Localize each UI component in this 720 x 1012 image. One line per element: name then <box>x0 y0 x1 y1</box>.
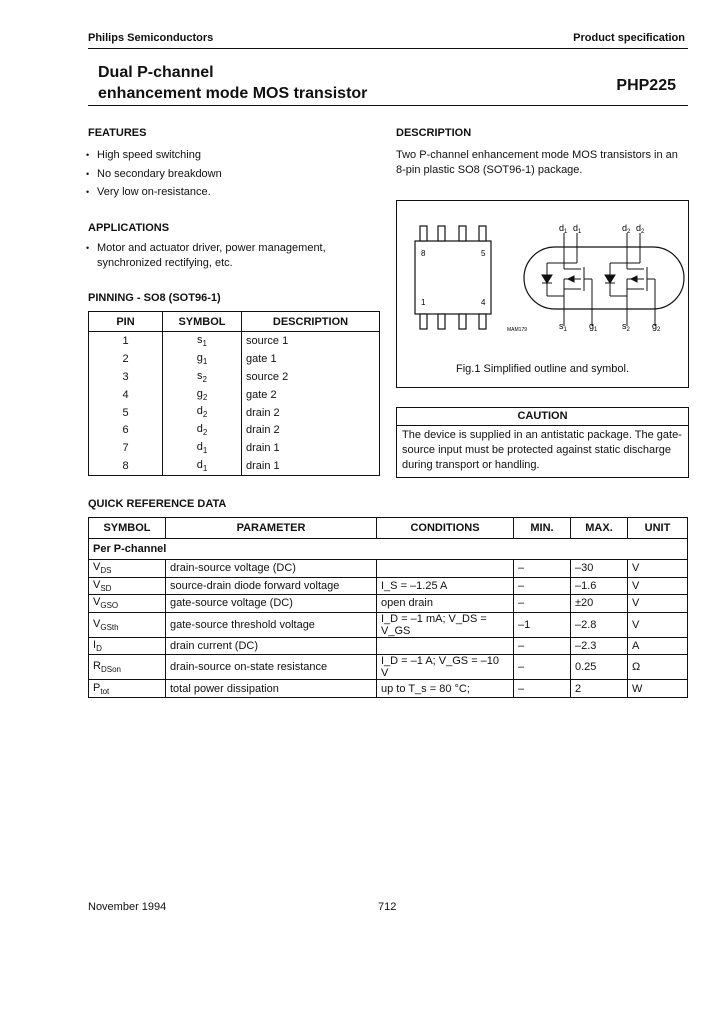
footer-date: November 1994 <box>88 901 167 913</box>
col-max: MAX. <box>571 518 628 539</box>
table-row: 6 $d_2$ drain 2 <box>89 421 380 439</box>
caution-heading: CAUTION <box>397 408 688 426</box>
label-d1a: $d_1$ <box>559 223 568 235</box>
table-row: $R_{DSon}$ drain-source on-state resistance I_D = –1 A; V_GS = –10 V – 0.25 Ω <box>89 655 688 680</box>
table-row: 1 $s_1$ source 1 <box>89 332 380 350</box>
doc-type: Product specification <box>573 32 685 44</box>
pkg-pin4-label: 4 <box>481 298 486 307</box>
part-number: PHP225 <box>616 77 676 94</box>
figure-code: MAM179 <box>507 327 528 333</box>
figure-box <box>396 200 689 388</box>
qrd-table <box>88 517 688 698</box>
page-title <box>98 62 367 104</box>
col-pin: PIN <box>89 312 163 332</box>
figure-caption: Fig.1 Simplified outline and symbol. <box>455 363 630 375</box>
title-line-2: enhancement mode MOS transistor <box>98 85 368 102</box>
pkg-pin5-label: 5 <box>481 249 486 258</box>
pinning-table <box>88 311 380 476</box>
col-conditions: CONDITIONS <box>377 518 514 539</box>
pkg-pin8-label: 8 <box>421 249 426 258</box>
table-row: 7 $d_1$ drain 1 <box>89 439 380 457</box>
table-row: $P_{tot}$ total power dissipation up to T_s = 80 °C; – 2 W <box>89 680 688 698</box>
label-d2b: $d_2$ <box>636 223 645 235</box>
description-text: Two P-channel enhancement mode MOS transistors in an 8-pin plastic SO8 (SOT96-1) package. <box>396 149 678 176</box>
header-rule <box>88 48 688 49</box>
label-g1: $g_1$ <box>589 321 598 333</box>
table-row: 2 $g_1$ gate 1 <box>89 350 380 368</box>
bottom-leads <box>420 314 486 329</box>
table-row: 3 $s_2$ source 2 <box>89 368 380 386</box>
table-row: $I_D$ drain current (DC) – –2.3 A <box>89 637 688 655</box>
label-s1: $s_1$ <box>559 321 567 333</box>
applications-list <box>86 241 356 271</box>
caution-box <box>396 407 689 478</box>
label-g2: $g_2$ <box>652 321 661 333</box>
col-description: DESCRIPTION <box>242 312 380 332</box>
company-name: Philips Semiconductors <box>88 32 214 44</box>
label-d1b: $d_1$ <box>573 223 582 235</box>
title-line-1: Dual P-channel <box>98 64 214 81</box>
page-number: 712 <box>378 901 397 913</box>
description-heading: DESCRIPTION <box>396 127 472 139</box>
features-list <box>86 146 386 202</box>
group-label: Per P-channel <box>89 539 688 560</box>
package-diagram <box>397 201 688 387</box>
list-item: • No secondary breakdown <box>86 165 386 184</box>
table-row: $V_{DS}$ drain-source voltage (DC) – –30 V <box>89 560 688 578</box>
table-row <box>89 539 688 560</box>
top-leads <box>420 226 486 241</box>
package-body <box>415 241 491 314</box>
title-rule <box>88 105 688 106</box>
pinning-heading: PINNING - SO8 (SOT96-1) <box>88 292 221 304</box>
table-row: 4 $g_2$ gate 2 <box>89 386 380 404</box>
col-unit: UNIT <box>628 518 688 539</box>
col-min: MIN. <box>514 518 571 539</box>
table-row: 5 $d_2$ drain 2 <box>89 404 380 422</box>
col-parameter: PARAMETER <box>166 518 377 539</box>
label-d2a: $d_2$ <box>622 223 631 235</box>
pkg-pin1-label: 1 <box>421 298 426 307</box>
list-item: • High speed switching <box>86 146 386 165</box>
col-symbol: SYMBOL <box>89 518 166 539</box>
list-item: • Very low on-resistance. <box>86 183 386 202</box>
list-item: • Motor and actuator driver, power management, synchronized rectifying, etc. <box>86 241 356 271</box>
label-s2: $s_2$ <box>622 321 630 333</box>
caution-text: The device is supplied in an antistatic package. The gate-source input must be protected against static discharge during transport or handling. <box>402 429 682 471</box>
table-row: 8 $d_1$ drain 1 <box>89 457 380 475</box>
table-row: $V_{GSO}$ gate-source voltage (DC) open drain – ±20 V <box>89 595 688 613</box>
features-heading: FEATURES <box>88 127 147 139</box>
table-row: $V_{GSth}$ gate-source threshold voltage I_D = –1 mA; V_DS = V_GS –1 –2.8 V <box>89 612 688 637</box>
applications-heading: APPLICATIONS <box>88 222 170 234</box>
table-row: $V_{SD}$ source-drain diode forward voltage I_S = –1.25 A – –1.6 V <box>89 577 688 595</box>
col-symbol: SYMBOL <box>163 312 242 332</box>
qrd-heading: QUICK REFERENCE DATA <box>88 498 227 510</box>
